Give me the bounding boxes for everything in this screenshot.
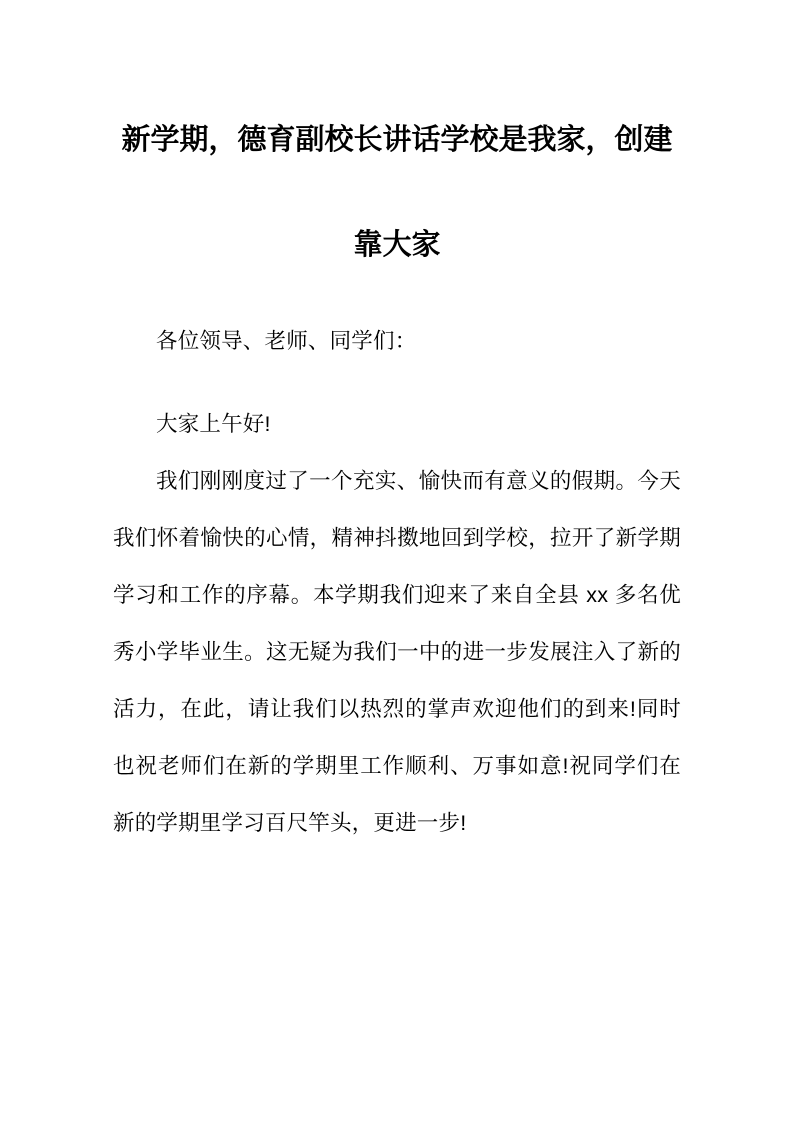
greeting-line: 大家上午好! <box>156 412 271 436</box>
body-paragraph-1: 我们刚刚度过了一个充实、愉快而有意义的假期。今天我们怀着愉快的心情，精神抖擞地回到学校，拉开了新学期学习和工作的序幕。本学期我们迎来了来自全县 xx 多名优秀小学毕业生。这无疑为我们一中的进一步发展注入了新的活力，在此，请让我们以热烈的掌声欢迎他们的到来!同时也祝老师们在新的学期里工作顺利、万事如意!祝同学们在新的学期里学习百尺竿头，更进一步! <box>113 469 681 835</box>
title-spacer <box>113 298 681 313</box>
salutation-line: 各位领导、老师、同学们： <box>156 329 417 353</box>
page-title: 新学期，德育副校长讲话学校是我家，创建靠大家 <box>121 124 673 261</box>
salutation-spacer <box>113 370 681 396</box>
document-body <box>113 0 681 852</box>
